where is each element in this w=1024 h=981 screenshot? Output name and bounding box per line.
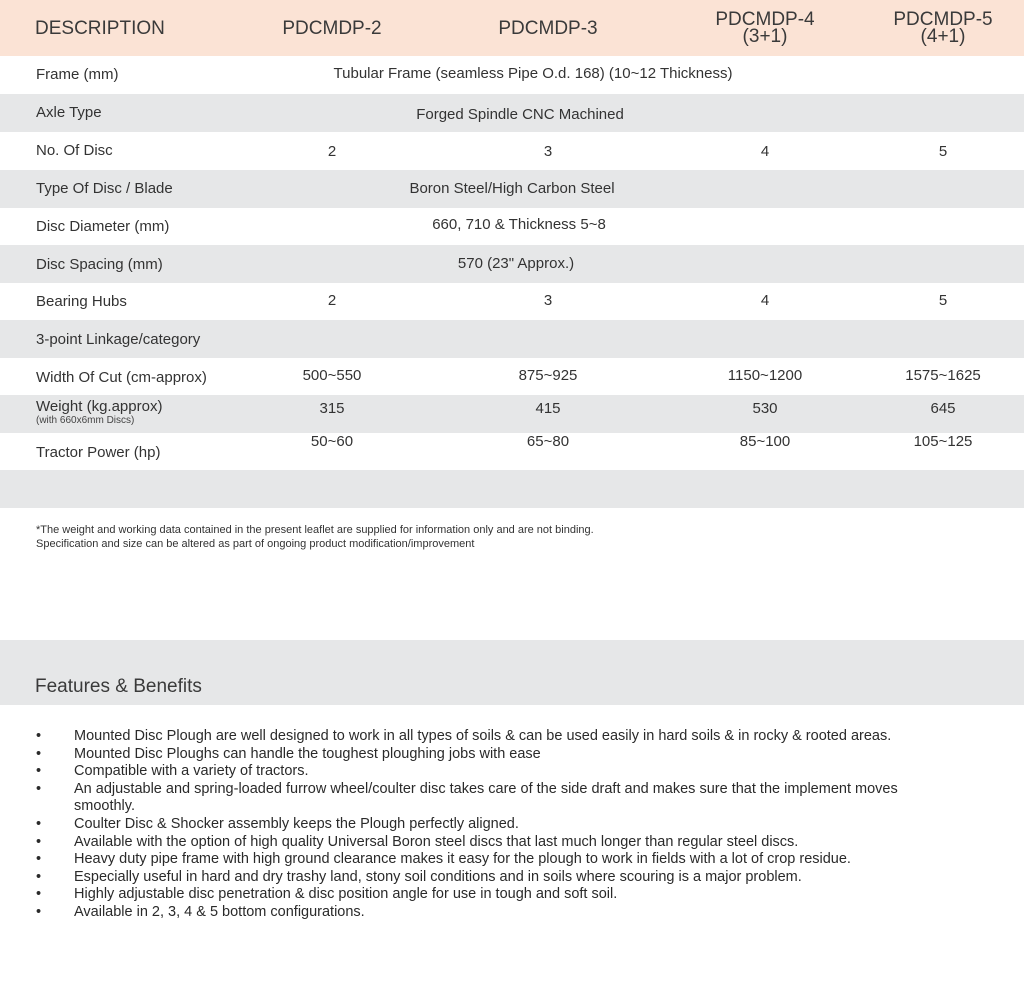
table-row (0, 357, 1024, 395)
bullet-icon: • (36, 903, 42, 920)
list-item-text: Compatible with a variety of tractors. (74, 763, 309, 780)
cell-value: 5 (938, 143, 948, 160)
row-span-value: Forged Spindle CNC Machined (416, 106, 624, 123)
list-item (36, 869, 996, 887)
cell-value: 105~125 (913, 433, 973, 450)
row-label: Disc Spacing (mm) (36, 256, 163, 273)
header-pdcmdp-4 (665, 0, 865, 56)
cell-value: 1575~1625 (905, 367, 981, 384)
list-item-text: Mounted Disc Ploughs can handle the toughest ploughing jobs with ease (74, 745, 541, 762)
table-row (0, 132, 1024, 170)
list-item-text: Heavy duty pipe frame with high ground clearance makes it easy for the plough to work in fields with a lot of crop residue. (74, 851, 851, 868)
list-item (36, 851, 996, 869)
cell-value: 85~100 (739, 433, 791, 450)
table-footer-row (0, 470, 1024, 508)
row-label: Axle Type (36, 104, 102, 121)
disclaimer-line: Specification and size can be altered as part of ongoing product modification/improvement (36, 538, 475, 550)
row-label: Type Of Disc / Blade (36, 180, 173, 197)
spec-table-header (0, 0, 1024, 56)
cell-value: 645 (930, 400, 956, 417)
table-row (0, 170, 1024, 208)
disclaimer-note (36, 523, 594, 551)
list-item-text: Coulter Disc & Shocker assembly keeps the Plough perfectly aligned. (74, 815, 519, 832)
list-item (36, 728, 996, 746)
list-item (36, 781, 934, 816)
cell-value: 2 (327, 292, 337, 309)
cell-value: 1150~1200 (727, 367, 803, 384)
header-pdcmdp-3: PDCMDP-3 (498, 17, 598, 39)
bullet-icon: • (36, 763, 42, 780)
cell-value: 5 (938, 292, 948, 309)
row-label: Bearing Hubs (36, 293, 127, 310)
header-pdcmdp-2: PDCMDP-2 (282, 17, 382, 39)
list-item-text: Available in 2, 3, 4 & 5 bottom configurations. (74, 903, 365, 920)
table-row (0, 395, 1024, 433)
row-span-value: Tubular Frame (seamless Pipe O.d. 168) (10~12 Thickness) (333, 65, 733, 82)
row-label: No. Of Disc (36, 142, 113, 159)
row-label: Tractor Power (hp) (36, 444, 161, 461)
table-row (0, 283, 1024, 321)
bullet-icon: • (36, 886, 42, 903)
header-pdcmdp-4-config: (3+1) (742, 26, 788, 47)
table-row (0, 432, 1024, 470)
table-row (0, 245, 1024, 283)
disclaimer-line: *The weight and working data contained in the present leaflet are supplied for information only and are not binding. (36, 524, 594, 536)
table-row (0, 56, 1024, 94)
cell-value: 65~80 (526, 433, 570, 450)
list-item-text: An adjustable and spring-loaded furrow wheel/coulter disc takes care of the side draft and makes sure that the implement moves smoothly. (74, 780, 898, 815)
row-span-value: 660, 710 & Thickness 5~8 (432, 216, 606, 233)
cell-value: 3 (543, 292, 553, 309)
header-pdcmdp-5 (843, 0, 1024, 56)
cell-value: 4 (760, 292, 770, 309)
bullet-icon: • (36, 851, 42, 868)
list-item-text: Mounted Disc Plough are well designed to work in all types of soils & can be used easily in hard soils & in rocky & rooted areas. (74, 728, 892, 744)
list-item (36, 904, 996, 922)
cell-value: 3 (543, 143, 553, 160)
table-row (0, 320, 1024, 358)
list-item (36, 746, 996, 764)
features-title: Features & Benefits (35, 676, 202, 697)
list-item (36, 886, 996, 904)
cell-value: 4 (760, 143, 770, 160)
row-span-value: 570 (23" Approx.) (457, 255, 575, 272)
row-label: Frame (mm) (36, 66, 119, 83)
list-item (36, 834, 996, 852)
table-row (0, 208, 1024, 246)
cell-value: 500~550 (302, 367, 362, 384)
row-label: Weight (kg.approx) (36, 398, 163, 415)
bullet-icon: • (36, 868, 42, 885)
cell-value: 2 (327, 143, 337, 160)
header-description: DESCRIPTION (35, 17, 165, 39)
list-item-text: Especially useful in hard and dry trashy land, stony soil conditions and in soils where scouring is a major problem. (74, 868, 802, 885)
table-row (0, 94, 1024, 132)
cell-value: 530 (752, 400, 778, 417)
bullet-icon: • (36, 745, 42, 762)
header-pdcmdp-5-config: (4+1) (920, 26, 966, 47)
list-item-text: Highly adjustable disc penetration & disc position angle for use in tough and soft soil. (74, 886, 618, 903)
row-label: Width Of Cut (cm-approx) (36, 369, 207, 386)
header-pdcmdp-5-name: PDCMDP-5 (893, 9, 993, 30)
bullet-icon: • (36, 833, 42, 850)
cell-value: 315 (319, 400, 345, 417)
row-label: 3-point Linkage/category (36, 331, 201, 348)
bullet-icon: • (36, 780, 42, 797)
cell-value: 875~925 (518, 367, 578, 384)
list-item (36, 816, 996, 834)
row-sublabel: (with 660x6mm Discs) (36, 415, 135, 426)
list-item-text: Available with the option of high quality Universal Boron steel discs that last much longer than regular steel discs. (74, 833, 799, 850)
list-item (36, 763, 996, 781)
cell-value: 415 (535, 400, 561, 417)
row-label: Disc Diameter (mm) (36, 218, 170, 235)
bullet-icon: • (36, 815, 42, 832)
cell-value: 50~60 (310, 433, 354, 450)
header-pdcmdp-4-name: PDCMDP-4 (715, 9, 815, 30)
features-list (36, 728, 996, 922)
bullet-icon: • (36, 728, 42, 744)
row-span-value: Boron Steel/High Carbon Steel (409, 180, 615, 197)
